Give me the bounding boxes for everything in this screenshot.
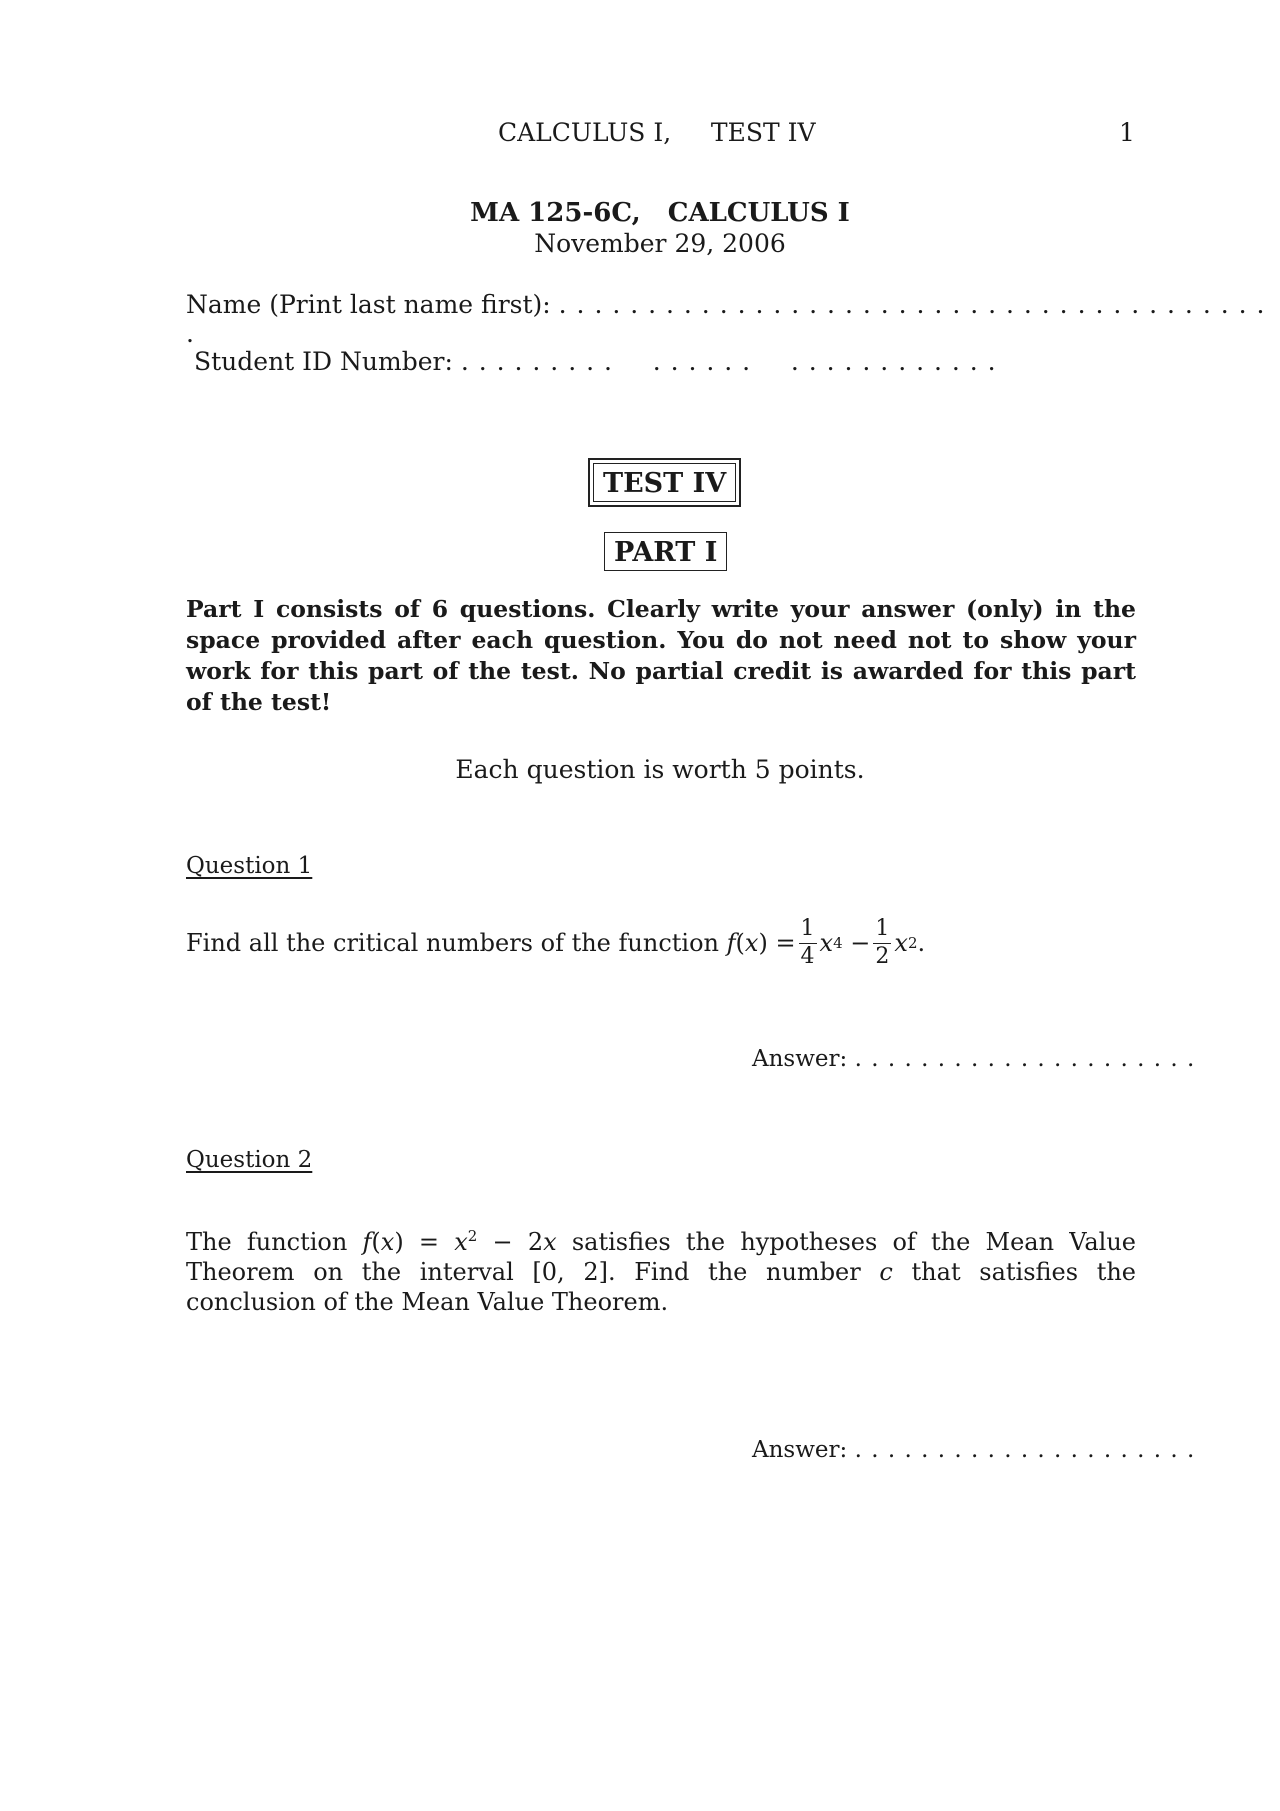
answer-2-dots: . . . . . . . . . . . . . . . . . . . . .	[854, 1437, 1196, 1463]
exam-date: November 29, 2006	[534, 229, 786, 258]
sentence-end: .	[917, 929, 926, 957]
q2-function-name: f	[362, 1228, 372, 1256]
fraction-2-numerator: 1	[875, 916, 890, 941]
answer-field-2[interactable]	[752, 1437, 1195, 1463]
answer-1-dots: . . . . . . . . . . . . . . . . . . . . .	[854, 1046, 1196, 1072]
q2-linear-var: x	[543, 1228, 557, 1256]
q2-c-var: c	[879, 1258, 893, 1286]
part-box: PART I	[604, 532, 727, 571]
question-1-prefix: Find all the critical numbers of the function	[186, 929, 719, 957]
fraction-one-half	[873, 918, 891, 968]
question-2-text: The function $f(x) = x^2 - 2x$ satisfies the hypotheses of the Mean Value Theorem on the interval [0, 2]. Find the number c that satisfies the conclusion of the Mean Value Theorem.	[186, 1227, 1137, 1316]
fraction-2-denominator: 2	[875, 944, 890, 969]
running-title-right: TEST IV	[710, 118, 816, 147]
q2-rest: satisfies the hypotheses of the Mean Value Theorem on the interval [0, 2]. Find the number	[186, 1228, 1137, 1286]
test-box-label: TEST IV	[593, 463, 736, 502]
student-id-dots-1: . . . . . . . . .	[460, 347, 613, 376]
instructions: Part I consists of 6 questions. Clearly write your answer (only) in the space provided after each question. You do not need not to show your work for this part of the test. No partial credit is awarded for this part of the test!	[186, 595, 1136, 716]
equals-sign: =	[775, 929, 796, 957]
q2-minus-two: − 2	[492, 1228, 544, 1256]
term-1-exponent: 4	[833, 934, 843, 952]
course-code: MA 125-6C,	[470, 198, 641, 228]
function-var: x	[744, 929, 759, 957]
fraction-one-quarter	[799, 918, 817, 968]
term-2-var: x	[894, 929, 908, 957]
q2-x-squared-base: x	[454, 1228, 468, 1256]
running-head	[498, 118, 816, 147]
q2-exponent: 2	[467, 1227, 478, 1245]
answer-1-label: Answer:	[752, 1046, 848, 1072]
term-2-exponent: 2	[907, 934, 918, 952]
course-title	[0, 198, 1280, 228]
student-id-field[interactable]	[194, 347, 997, 376]
name-dots: . . . . . . . . . . . . . . . . . . . . . . . . . . . . . . . . . . . . . . . . .	[186, 290, 1266, 348]
name-label: Name (Print last name first):	[186, 290, 551, 319]
q2-conclusion: that satisfies the conclusion of the Mean Value Theorem.	[186, 1258, 1136, 1316]
student-id-dots-3: . . . . . . . . . . . .	[790, 347, 997, 376]
function-name: f	[726, 929, 736, 957]
course-name: CALCULUS I	[667, 198, 850, 228]
running-title-left: CALCULUS I,	[498, 118, 672, 147]
fraction-1-numerator: 1	[800, 916, 815, 941]
minus-sign: −	[850, 929, 871, 957]
test-box	[588, 458, 741, 507]
student-id-label: Student ID Number:	[194, 347, 453, 376]
student-id-dots-2: . . . . . .	[652, 347, 752, 376]
name-field[interactable]	[186, 290, 1280, 348]
question-1-label: Question 1	[186, 853, 313, 879]
question-1-text: Find all the critical numbers of the function f ( x ) = $\frac{1}{4}$ x 4 − $\frac{1}{2}$ x 2 .	[186, 916, 926, 969]
points-note: Each question is worth 5 points.	[455, 755, 865, 784]
answer-2-label: Answer:	[752, 1437, 848, 1463]
answer-field-1[interactable]	[752, 1046, 1195, 1072]
fraction-1-denominator: 4	[800, 944, 815, 969]
q2-equals: =	[418, 1228, 440, 1256]
term-1-var: x	[819, 929, 834, 957]
q2-function-var: x	[380, 1228, 395, 1256]
q2-part1: The function	[186, 1228, 348, 1256]
page-number: 1	[1119, 118, 1135, 147]
question-2-label: Question 2	[186, 1147, 313, 1173]
